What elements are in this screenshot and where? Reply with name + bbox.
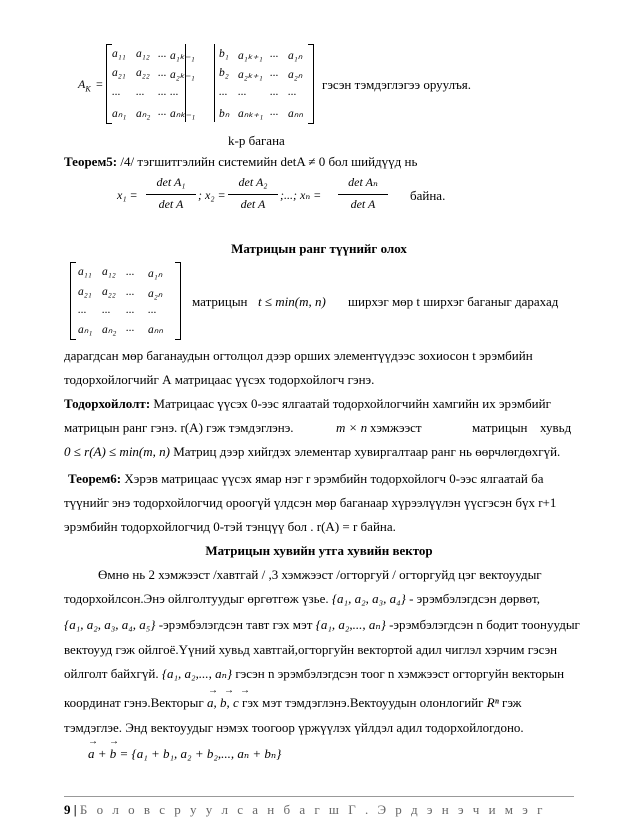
matrix-rank-cell: ...: [102, 304, 111, 316]
matrix-ak-cell: ...: [288, 86, 297, 98]
vector-arrow-icon: →: [88, 736, 98, 747]
theorem6-line-2: түүнийг энэ тодорхойлогчид ороогүй үлдсэн мөр баганаар хүрээлүүлэн үүсгэсэн бүх r+1: [64, 495, 557, 510]
vector-text: гэх мэт тэмдэглэнэ.Вектоуудын олонлогийг: [242, 695, 487, 710]
matrix-ak-cell: a₁ₖ₋₁: [170, 50, 195, 62]
definition-word: хувьд: [540, 420, 572, 435]
matrix-rank-cell: aₙ₁: [78, 324, 93, 336]
vector-symbols: [207, 685, 256, 710]
matrix-ak-equals: =: [96, 77, 103, 91]
matrix-rank-cell: ...: [78, 304, 87, 316]
vector-names: a, b, c: [207, 695, 239, 710]
vector-line-5: [64, 666, 564, 682]
section-title-eigen: Матрицын хувийн утга хувийн вектор: [205, 543, 433, 558]
rank-formula: t ≤ min(m, n): [258, 294, 326, 309]
vector-arrow-icon: →: [109, 736, 119, 747]
matrix-ak-label: $A_K$: [78, 77, 91, 94]
matrix-ak-cell: a₁₂: [136, 48, 150, 60]
matrix-ak-cell: aₙ₁: [112, 108, 127, 120]
definition-text: Матрицаас үүсэх 0-ээс ялгаатай тодорхойлогчийн хамгийн их эрэмбийг: [150, 396, 551, 411]
matrix-ak-cell: ...: [158, 67, 167, 79]
x1-fraction-line: [146, 194, 196, 195]
vector-text: -эрэмбэлэгдсэн тавт гэх мэт: [155, 617, 316, 632]
definition-label: Тодорхойлолт:: [64, 396, 151, 411]
vector-line-7: тэмдэглэе. Энд вектоуудыг нэмэх тоогоор үржүүлэх үйлдэл адил тодорхойлогдоно.: [64, 720, 524, 735]
matrix-ak-cell: a₂ₙ: [288, 69, 303, 81]
paragraph-line: дарагдсан мөр баганаудын огтолцол дээр орших элементүүдээс зохиосон t эрэмбийн: [64, 348, 533, 363]
matrix-rank-cell: ...: [126, 304, 135, 316]
matrix-rank-cell: a₁₂: [102, 266, 116, 278]
section-title-rank: Матрицын ранг түүнийг олох: [231, 241, 407, 256]
set-n: {a₁, a₂,..., aₙ}: [161, 666, 233, 681]
matrix-rank-cell: ...: [126, 322, 135, 334]
matrix-ak-cell: ...: [158, 86, 167, 98]
rn-symbol: Rⁿ: [486, 695, 499, 710]
x1-numerator: det A₁: [156, 175, 186, 189]
xn-numerator: det Aₙ: [348, 175, 378, 189]
matrix-ak-cell: ...: [158, 106, 167, 118]
vector-text: ойлголт байхгүй.: [64, 666, 162, 681]
theorem5-label: Теорем5:: [64, 154, 118, 169]
x2-numerator: det A₂: [238, 175, 268, 189]
matrix-rank-cell: a₁ₙ: [148, 268, 163, 280]
matrix-ak-cell: ...: [158, 48, 167, 60]
xn-denominator: det A: [350, 197, 376, 211]
definition-line-3: [64, 444, 560, 460]
xn-lhs: ;...; xₙ =: [280, 188, 322, 202]
vector-text: - эрэмбэлэгдсэн дөрвөт,: [405, 591, 541, 606]
matrix-ak-divider-right: [214, 44, 215, 122]
matrix-rank-cell: ...: [126, 266, 135, 278]
page-number: 9: [64, 802, 71, 817]
matrix-ak-cell: ...: [270, 86, 279, 98]
x2-lhs: ; x₂ =: [198, 188, 226, 202]
theorem5-line: [64, 154, 417, 170]
x2-denominator: det A: [240, 197, 266, 211]
matrix-rank-right-bracket: [175, 262, 181, 340]
xn-fraction-line: [338, 194, 388, 195]
matrix-rank-cell: a₂₁: [78, 286, 92, 298]
theorem6-line-3: эрэмбийн тодорхойлогчид 0-тэй тэнцүү бол . r(A) = r байна.: [64, 519, 396, 534]
set-5: {a₁, a₂, a₃, a₄, a₅}: [64, 617, 156, 632]
theorem5-text: /4/ тэгшитгэлийн системийн detA ≠ 0 бол шийдүүд нь: [120, 154, 418, 169]
vector-line-6: [64, 685, 522, 711]
matrix-rank-left-bracket: [70, 262, 76, 340]
vector-text: координат гэнэ.Векторыг: [64, 695, 207, 710]
vector-text: гэж: [498, 695, 522, 710]
matrix-ak-cell: ...: [238, 86, 247, 98]
definition-line-2: матрицын ранг гэнэ. r(A) гэж тэмдэглэнэ.: [64, 420, 294, 435]
vector-line-3: [64, 617, 580, 633]
matrix-ak-cell: aₙₖ₋₁: [170, 108, 196, 120]
theorem6-line: [68, 471, 543, 487]
matrix-ak-cell: a₂ₖ₊₁: [238, 69, 263, 81]
footer-separator: |: [70, 802, 80, 817]
matrix-rank-cell: a₁₁: [78, 266, 92, 278]
vector-text: -эрэмбэлэгдсэн n бодит тоонуудыг: [385, 617, 580, 632]
x1-denominator: det A: [158, 197, 184, 211]
matrix-ak-cell: a₂ₖ₋₁: [170, 69, 195, 81]
vector-sum-formula: [88, 736, 282, 762]
footer-rule: [64, 796, 574, 797]
rank-inequality: 0 ≤ r(A) ≤ min(m, n): [64, 444, 170, 459]
x2-fraction-line: [228, 194, 278, 195]
matrix-rank-cell: a₂₂: [102, 286, 116, 298]
matrix-ak-cell: a₂₂: [136, 67, 150, 79]
matrix-ak-cell: ...: [136, 86, 145, 98]
definition-word: хэмжээст: [370, 420, 422, 435]
matrix-ak-cell: a₁₁: [112, 48, 126, 60]
vector-text: гэсэн n эрэмбэлэгдсэн тоог n хэмжээст огторгуйн векторын: [232, 666, 565, 681]
matrix-rank-cell: aₙ₂: [102, 324, 117, 336]
matrix-ak-cell: ...: [112, 86, 121, 98]
matrix-ak-right-bracket: [308, 44, 314, 124]
matrix-ak-cell: bₙ: [219, 108, 230, 120]
matrix-ak-cell: aₙₙ: [288, 108, 303, 120]
matrix-rank-cell: aₙₙ: [148, 324, 163, 336]
definition-line: [64, 396, 551, 412]
theorem6-text: Хэрэв матрицаас үүсэх ямар нэг r эрэмбийн тодорхойлогч 0-ээс ялгаатай ба: [121, 471, 544, 486]
vector-sum: a + b = {a₁ + b₁, a₂ + b₂,..., aₙ + bₙ}: [88, 746, 282, 761]
definition-word: матрицын: [472, 420, 528, 435]
footer-author: Б о л о в с р у у л с а н б а г ш Г . Э р д э н э ч и м э г: [79, 802, 546, 817]
vector-line-1: Өмнө нь 2 хэмжээст /хавтгай / ,3 хэмжээст /огторгуй / огторгуйд цэг вектоуудыг: [98, 567, 542, 582]
vector-line-4: вектоууд гэж ойлгоё.Үүний хувьд хавтгай,огторгуйн вектортой адил чиглэл хэрчим гэсэн: [64, 642, 558, 657]
matrix-ak-cell: ...: [270, 106, 279, 118]
matrix-ak-cell: b₂: [219, 67, 229, 79]
set-4: {a₁, a₂, a₃, a₄}: [331, 591, 406, 606]
matrix-ak-cell: a₁ₖ₊₁: [238, 50, 263, 62]
matrix-ak-cell: aₙ₂: [136, 108, 151, 120]
matrix-ak-cell: a₂₁: [112, 67, 126, 79]
matrix-ak-cell: ...: [270, 48, 279, 60]
matrix-ak-cell: aₙₖ₊₁: [238, 108, 264, 120]
matrix-rank-cell: ...: [148, 304, 157, 316]
theorem6-label: Теорем6:: [68, 471, 122, 486]
rank-text1: матрицын: [192, 294, 248, 309]
definition-text-3: Матриц дээр хийгдэх элементар хувиргалтаар ранг нь өөрчлөгдөхгүй.: [169, 444, 561, 459]
set-n: {a₁, a₂,..., aₙ}: [315, 617, 386, 632]
matrix-ak-cell: a₁ₙ: [288, 50, 303, 62]
column-caption: k-р багана: [228, 133, 285, 148]
matrix-rank-cell: a₂ₙ: [148, 288, 163, 300]
theorem5-end: байна.: [410, 188, 446, 203]
vector-text: тодорхойлсон.Энэ ойлголтуудыг өргөтгөж үзье.: [64, 591, 329, 606]
page-footer: [64, 802, 545, 818]
matrix-ak-cell: ...: [170, 86, 179, 98]
matrix-ak-cell: ...: [219, 86, 228, 98]
paragraph-line: тодорхойлогчийг А матрицаас үүсэх тодорхойлогч гэнэ.: [64, 372, 375, 387]
matrix-rank-cell: ...: [126, 286, 135, 298]
mxn-formula: m × n: [336, 420, 368, 435]
rank-text2: ширхэг мөр t ширхэг баганыг дарахад: [348, 294, 559, 309]
x1-lhs: x₁ =: [117, 188, 138, 202]
vector-line-2: [64, 591, 540, 607]
vector-arrow-icon: →→→: [208, 685, 256, 696]
matrix-ak-cell: ...: [270, 67, 279, 79]
matrix-ak-cell: b₁: [219, 48, 229, 60]
matrix-ak-after-text: гэсэн тэмдэглэгээ оруулъя.: [322, 77, 472, 92]
